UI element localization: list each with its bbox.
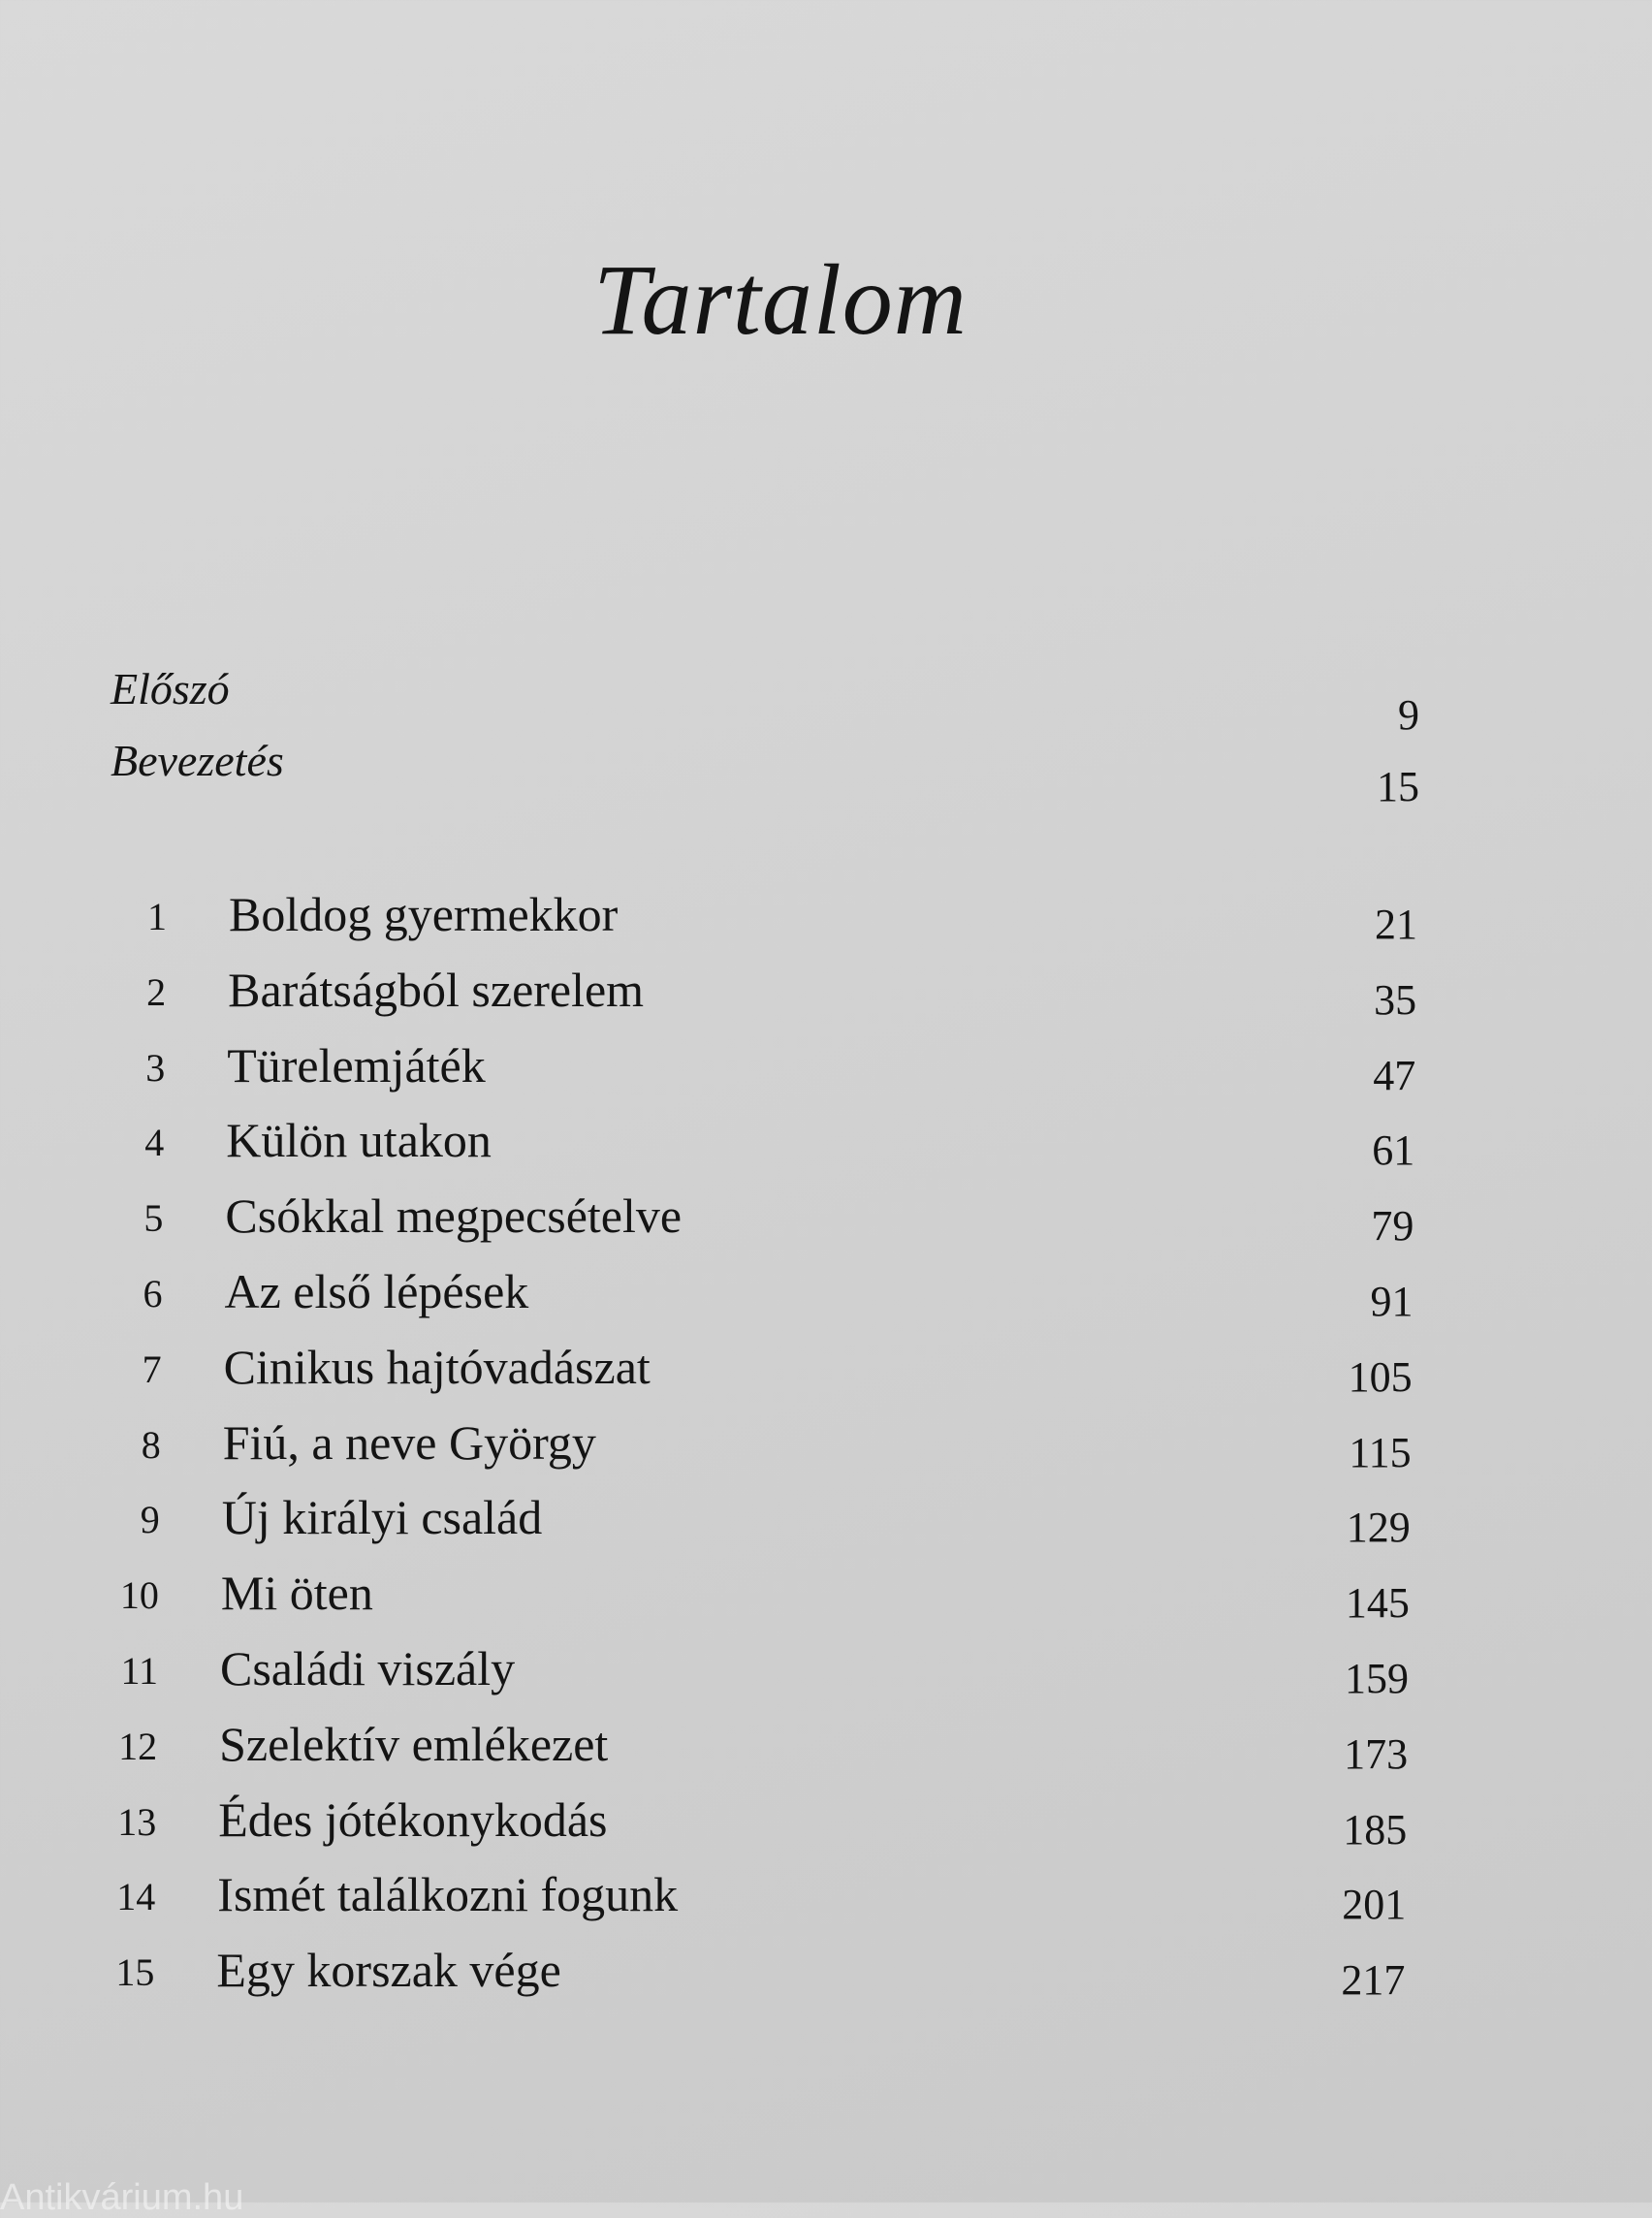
chapter-row <box>103 1414 1412 1486</box>
chapter-row <box>102 1490 1411 1561</box>
toc-title: Tartalom <box>593 244 968 356</box>
chapter-number: 6 <box>143 1272 163 1315</box>
chapter-title: Fiú, a neve György <box>222 1414 596 1470</box>
chapter-title: Családi viszály <box>220 1641 516 1695</box>
chapter-number: 1 <box>147 895 167 938</box>
chapter-row <box>99 1716 1409 1788</box>
chapter-page: 129 <box>1346 1504 1411 1552</box>
chapter-page: 79 <box>1371 1202 1414 1251</box>
front-item-page: 15 <box>1377 763 1419 810</box>
chapter-page: 21 <box>1375 901 1417 948</box>
chapter-page: 115 <box>1349 1428 1412 1476</box>
chapter-page: 47 <box>1373 1051 1416 1099</box>
chapter-title: Türelemjáték <box>227 1037 486 1093</box>
chapter-row <box>107 1037 1416 1109</box>
chapter-row <box>105 1188 1414 1259</box>
chapter-page: 173 <box>1344 1729 1409 1778</box>
front-item-page: 9 <box>1398 691 1419 739</box>
chapter-number: 2 <box>146 969 167 1014</box>
chapter-title: Édes jótékonykodás <box>218 1791 608 1847</box>
chapter-page: 159 <box>1345 1655 1409 1702</box>
chapter-number: 3 <box>145 1045 166 1090</box>
chapter-page: 145 <box>1345 1579 1410 1628</box>
chapter-row <box>108 962 1417 1033</box>
chapter-title: Mi öten <box>220 1566 373 1621</box>
front-item-label: Előszó <box>111 664 230 713</box>
chapter-page: 185 <box>1343 1805 1408 1854</box>
chapter-page: 105 <box>1348 1352 1413 1401</box>
chapter-number: 4 <box>144 1121 165 1165</box>
chapter-title: Külön utakon <box>226 1113 492 1168</box>
chapter-row <box>106 1113 1415 1184</box>
chapter-row <box>97 1867 1407 1938</box>
chapter-page: 61 <box>1372 1126 1415 1175</box>
chapter-number: 13 <box>117 1799 157 1844</box>
chapter-title: Cinikus hajtóvadászat <box>223 1339 651 1394</box>
chapter-title: Egy korszak vége <box>216 1943 561 1998</box>
chapter-title: Csókkal megpecsételve <box>225 1188 683 1244</box>
chapter-title: Ismét találkozni fogunk <box>217 1867 679 1922</box>
chapter-page: 91 <box>1370 1278 1414 1325</box>
chapter-page: 201 <box>1342 1881 1407 1929</box>
chapter-page: 35 <box>1374 975 1417 1024</box>
chapter-number: 9 <box>140 1498 160 1542</box>
chapter-row <box>105 1264 1414 1335</box>
chapter-row <box>96 1943 1406 2013</box>
chapter-number: 12 <box>118 1724 158 1768</box>
chapter-row <box>100 1641 1409 1712</box>
chapter-number: 8 <box>141 1422 161 1467</box>
chapter-row <box>104 1339 1413 1410</box>
chapter-title: Új királyi család <box>221 1490 543 1545</box>
chapter-number: 7 <box>142 1347 162 1391</box>
front-item-preface <box>111 664 1419 739</box>
chapter-title: Szelektív emlékezet <box>219 1716 609 1771</box>
chapter-number: 14 <box>116 1875 156 1919</box>
chapter-number: 5 <box>143 1196 164 1241</box>
chapter-title: Barátságból szerelem <box>228 962 645 1017</box>
watermark: Antikvárium.hu <box>0 2177 244 2218</box>
chapter-title: Az első lépések <box>224 1264 529 1318</box>
chapter-row <box>109 887 1417 958</box>
chapter-number: 10 <box>119 1573 159 1618</box>
chapter-number: 15 <box>115 1950 155 1995</box>
front-item-introduction <box>111 736 1419 810</box>
chapter-row <box>101 1568 1410 1636</box>
front-item-label: Bevezetés <box>111 736 284 785</box>
chapter-row <box>98 1791 1408 1863</box>
chapter-title: Boldog gyermekkor <box>229 887 619 941</box>
chapter-page: 217 <box>1341 1956 1406 2005</box>
chapter-number: 11 <box>120 1649 158 1693</box>
